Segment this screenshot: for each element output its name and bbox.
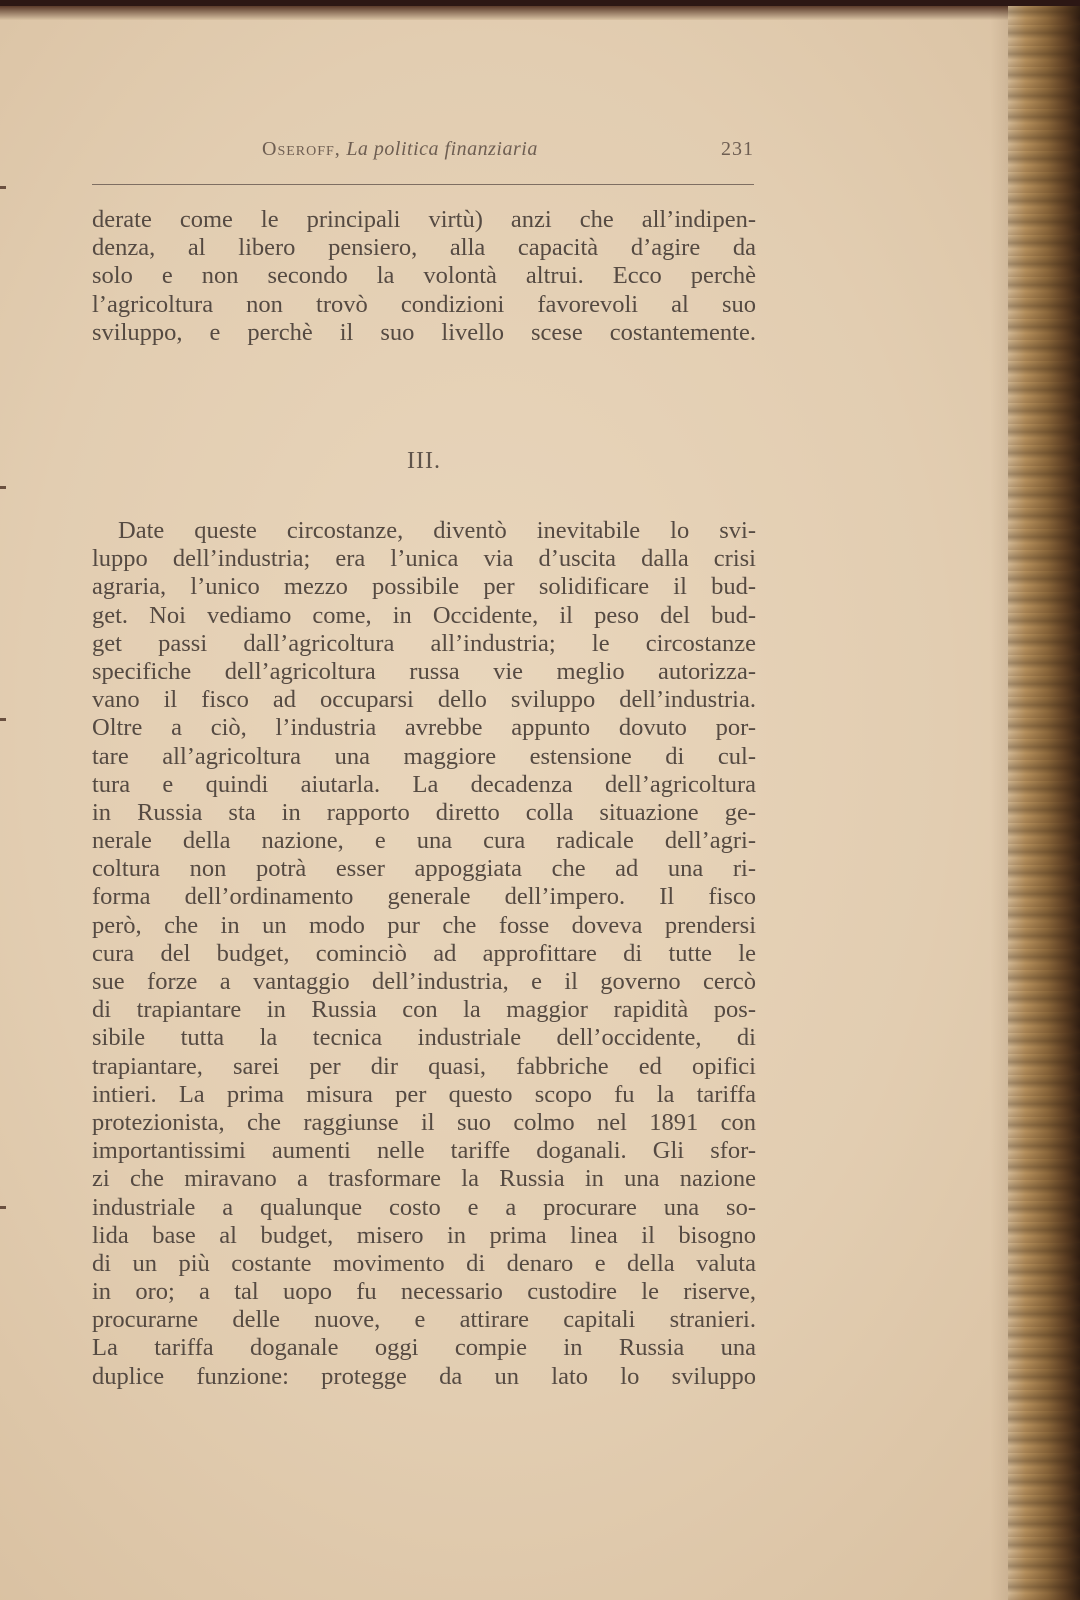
- text-line: tura e quindi aiutarla. La decadenza dell’agricoltura: [92, 770, 756, 798]
- text-line: sviluppo, e perchè il suo livello scese costantemente.: [92, 318, 756, 346]
- text-line: in Russia sta in rapporto diretto colla situazione ge-: [92, 798, 756, 826]
- text-line: forma dell’ordinamento generale dell’impero. Il fisco: [92, 883, 756, 911]
- margin-mark: [0, 186, 6, 189]
- text-line: get. Noi vediamo come, in Occidente, il peso del bud-: [92, 601, 756, 629]
- running-title: [262, 138, 538, 161]
- text-line: protezionista, che raggiunse il suo colmo nel 1891 con: [92, 1108, 756, 1136]
- header-author: Oseroff,: [262, 138, 341, 160]
- text-line: agraria, l’unico mezzo possibile per solidificare il bud-: [92, 573, 756, 601]
- page-top-edge: [0, 6, 1080, 20]
- text-line: derate come le principali virtù) anzi che all’indipen-: [92, 206, 756, 233]
- text-line: l’agricoltura non trovò condizioni favorevoli al suo: [92, 290, 756, 318]
- text-line: lida base al budget, misero in prima linea il bisogno: [92, 1221, 756, 1249]
- margin-mark: [0, 718, 6, 721]
- text-line: in oro; a tal uopo fu necessario custodire le riserve,: [92, 1278, 756, 1306]
- text-line: luppo dell’industria; era l’unica via d’uscita dalla crisi: [92, 545, 756, 573]
- text-line: Oltre a ciò, l’industria avrebbe appunto dovuto por-: [92, 714, 756, 742]
- text-line: vano il fisco ad occuparsi dello sviluppo dell’industria.: [92, 686, 756, 714]
- text-line: intieri. La prima misura per questo scopo fu la tariffa: [92, 1080, 756, 1108]
- text-line: get passi dall’agricoltura all’industria; le circostanze: [92, 629, 756, 657]
- margin-mark: [0, 486, 6, 489]
- text-line: importantissimi aumenti nelle tariffe doganali. Gli sfor-: [92, 1137, 756, 1165]
- text-line: industriale a qualunque costo e a procurare una so-: [92, 1193, 756, 1221]
- paragraph-section-iii: [92, 517, 756, 1391]
- text-line: zi che miravano a trasformare la Russia in una nazione: [92, 1165, 756, 1193]
- text-line: di trapiantare in Russia con la maggior rapidità pos-: [92, 996, 756, 1024]
- text-line: specifiche dell’agricoltura russa vie meglio autorizza-: [92, 657, 756, 685]
- text-line: sue forze a vantaggio dell’industria, e il governo cercò: [92, 968, 756, 995]
- text-line: cura del budget, cominciò ad approfittare di tutte le: [92, 939, 756, 967]
- text-line: di un più costante movimento di denaro e della valuta: [92, 1249, 756, 1277]
- text-line: solo e non secondo la volontà altrui. Ecco perchè: [92, 262, 756, 290]
- text-line: nerale della nazione, e una cura radicale dell’agri-: [92, 827, 756, 855]
- margin-mark: [0, 1206, 6, 1209]
- running-header: [92, 138, 754, 170]
- text-line: denza, al libero pensiero, alla capacità d’agire da: [92, 234, 756, 262]
- book-page: [0, 6, 1080, 1600]
- book-spine-edge: [1008, 6, 1080, 1600]
- header-rule: [92, 184, 754, 185]
- text-line: coltura non potrà esser appoggiata che ad una ri-: [92, 855, 756, 883]
- paragraph-continued: [92, 206, 756, 347]
- text-line: tare all’agricoltura una maggiore estensione di cul-: [92, 742, 756, 770]
- section-heading: III.: [407, 448, 441, 474]
- header-work-title: La politica finanziaria: [346, 138, 538, 160]
- text-line: duplice funzione: protegge da un lato lo sviluppo: [92, 1362, 756, 1390]
- text-line: procurarne delle nuove, e attirare capitali stranieri.: [92, 1306, 756, 1334]
- text-line: Date queste circostanze, diventò inevitabile lo svi-: [118, 517, 756, 544]
- text-line: sibile tutta la tecnica industriale dell’occidente, di: [92, 1024, 756, 1052]
- page-number: 231: [721, 138, 754, 160]
- text-line: però, che in un modo pur che fosse doveva prendersi: [92, 911, 756, 939]
- text-line: La tariffa doganale oggi compie in Russia una: [92, 1334, 756, 1362]
- text-line: trapiantare, sarei per dir quasi, fabbriche ed opifici: [92, 1052, 756, 1080]
